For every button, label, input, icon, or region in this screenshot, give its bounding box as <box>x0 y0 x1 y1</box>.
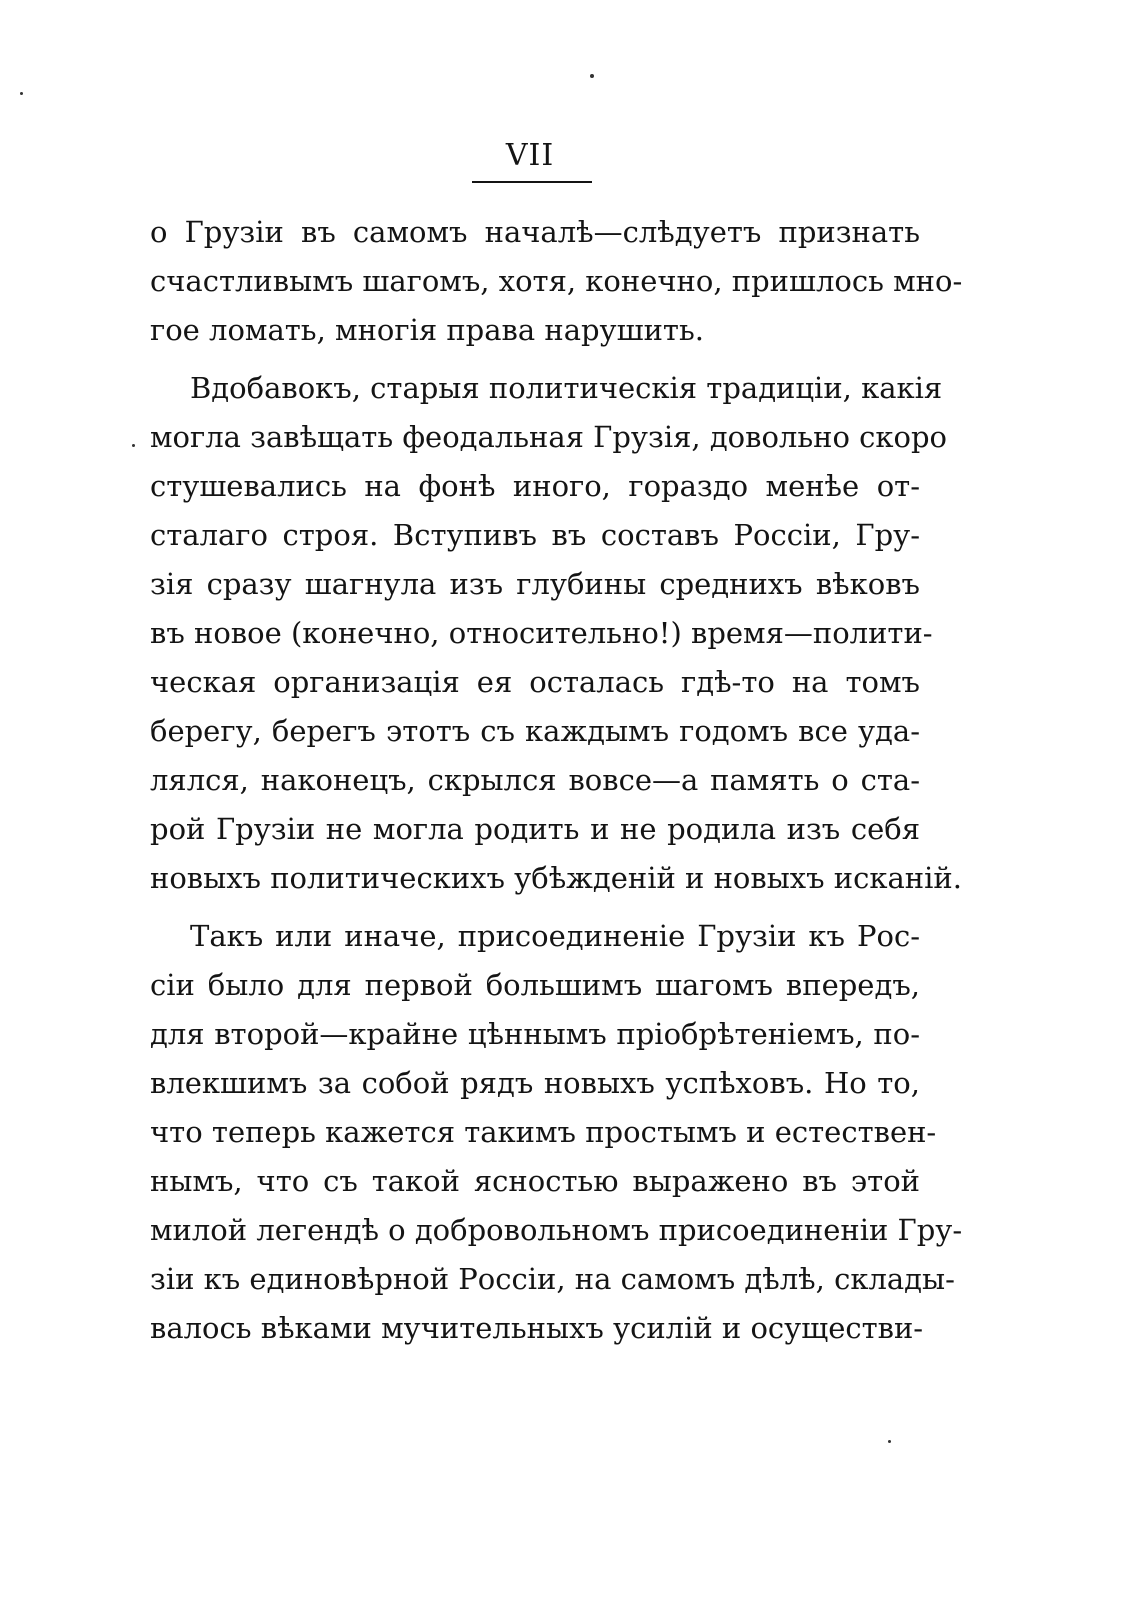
text-line: въ новое (конечно, относительно!) время—полити- <box>150 616 933 650</box>
paragraph-gap <box>150 355 920 364</box>
text-line: зія сразу шагнула изъ глубины среднихъ вѣковъ <box>150 567 920 601</box>
text-line: гое ломать, многія права нарушить. <box>150 313 704 347</box>
scan-speck <box>888 1440 891 1443</box>
text-line: лялся, наконецъ, скрылся вовсе—а память о ста- <box>150 763 920 797</box>
text-line: сталаго строя. Вступивъ въ составъ Россіи, Гру- <box>150 518 920 552</box>
header-rule <box>472 181 592 183</box>
text-line: ческая организація ея осталась гдѣ-то на томъ <box>150 665 920 699</box>
scan-speck <box>132 444 135 447</box>
text-line: влекшимъ за собой рядъ новыхъ успѣховъ. Но то, <box>150 1066 920 1100</box>
text-line: для второй—крайне цѣннымъ пріобрѣтеніемъ, по- <box>150 1017 920 1051</box>
scan-speck <box>20 92 23 95</box>
text-line: стушевались на фонѣ иного, гораздо менѣе от- <box>150 469 920 503</box>
text-line: милой легендѣ о добровольномъ присоединеніи Гру- <box>150 1213 963 1247</box>
paragraph-gap <box>150 903 920 912</box>
paragraph <box>150 208 963 355</box>
page-number: VII <box>505 138 555 173</box>
text-line: Такъ или иначе, присоединеніе Грузіи къ Рос- <box>190 919 920 953</box>
text-line: о Грузіи въ самомъ началѣ—слѣдуетъ признать <box>150 215 920 249</box>
paragraph <box>150 912 963 1353</box>
text-line: новыхъ политическихъ убѣжденій и новыхъ исканій. <box>150 861 962 895</box>
paragraph <box>150 364 962 903</box>
text-line: что теперь кажется такимъ простымъ и естествен- <box>150 1115 937 1149</box>
text-line: валось вѣками мучительныхъ усилій и осуществи- <box>150 1311 924 1345</box>
scan-speck <box>590 74 594 78</box>
body-text <box>150 208 963 1353</box>
text-line: зіи къ единовѣрной Россіи, на самомъ дѣлѣ, склады- <box>150 1262 955 1296</box>
text-line: сіи было для первой большимъ шагомъ впередъ, <box>150 968 920 1002</box>
text-line: рой Грузіи не могла родить и не родила изъ себя <box>150 812 920 846</box>
text-line: счастливымъ шагомъ, хотя, конечно, пришлось мно- <box>150 264 963 298</box>
text-line: Вдобавокъ, старыя политическія традиціи, какія <box>190 371 943 405</box>
text-line: нымъ, что съ такой ясностью выражено въ этой <box>150 1164 920 1198</box>
text-line: берегу, берегъ этотъ съ каждымъ годомъ все уда- <box>150 714 920 748</box>
text-line: могла завѣщать феодальная Грузія, довольно скоро <box>150 420 947 454</box>
